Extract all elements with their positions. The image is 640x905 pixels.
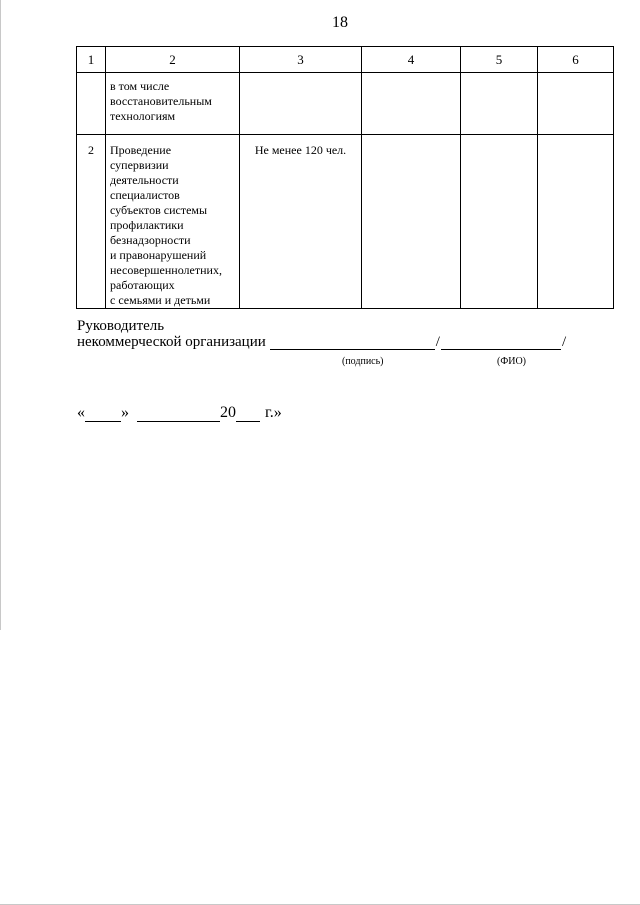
cell-col4	[362, 73, 461, 135]
row-number-cell: 2	[77, 135, 106, 309]
table-header-row	[77, 47, 614, 73]
signature-block	[77, 318, 617, 350]
slash-separator: /	[561, 334, 567, 350]
cell-col6	[538, 135, 614, 309]
activity-cell: Проведение супервизии деятельности специалистов субъектов системы профилактики безнадзорности и правонарушений несовершеннолетних, работающих с семьями и детьми	[106, 135, 240, 309]
year-field[interactable]	[236, 407, 260, 422]
column-header-2: 2	[106, 47, 240, 73]
open-quote: «	[77, 404, 85, 421]
year-prefix: 20	[220, 404, 236, 421]
cell-col5	[461, 135, 538, 309]
scan-left-edge	[0, 0, 1, 630]
column-header-6: 6	[538, 47, 614, 73]
page-number: 18	[332, 14, 348, 31]
full-name-caption: (ФИО)	[497, 356, 527, 367]
plan-table	[76, 46, 614, 309]
full-name-field[interactable]	[441, 336, 561, 350]
target-cell	[240, 73, 362, 135]
month-field[interactable]	[137, 407, 220, 422]
signature-title-line1: Руководитель	[77, 318, 165, 334]
activity-cell: в том числе восстановительным технологиям	[106, 73, 240, 135]
slash-separator: /	[435, 334, 440, 350]
signature-field[interactable]	[270, 336, 435, 350]
day-field[interactable]	[85, 407, 121, 422]
year-suffix: г.»	[265, 404, 282, 421]
target-cell: Не менее 120 чел.	[240, 135, 362, 309]
column-header-1: 1	[77, 47, 106, 73]
cell-col4	[362, 135, 461, 309]
table-row	[77, 73, 614, 135]
cell-col5	[461, 73, 538, 135]
row-number-cell	[77, 73, 106, 135]
column-header-3: 3	[240, 47, 362, 73]
signature-line	[77, 334, 617, 350]
signature-caption: (подпись)	[342, 356, 384, 367]
cell-col6	[538, 73, 614, 135]
close-quote: »	[121, 404, 129, 421]
column-header-5: 5	[461, 47, 538, 73]
column-header-4: 4	[362, 47, 461, 73]
signature-title-line2: некоммерческой организации	[77, 334, 266, 350]
table-row	[77, 135, 614, 309]
date-line	[77, 404, 282, 422]
